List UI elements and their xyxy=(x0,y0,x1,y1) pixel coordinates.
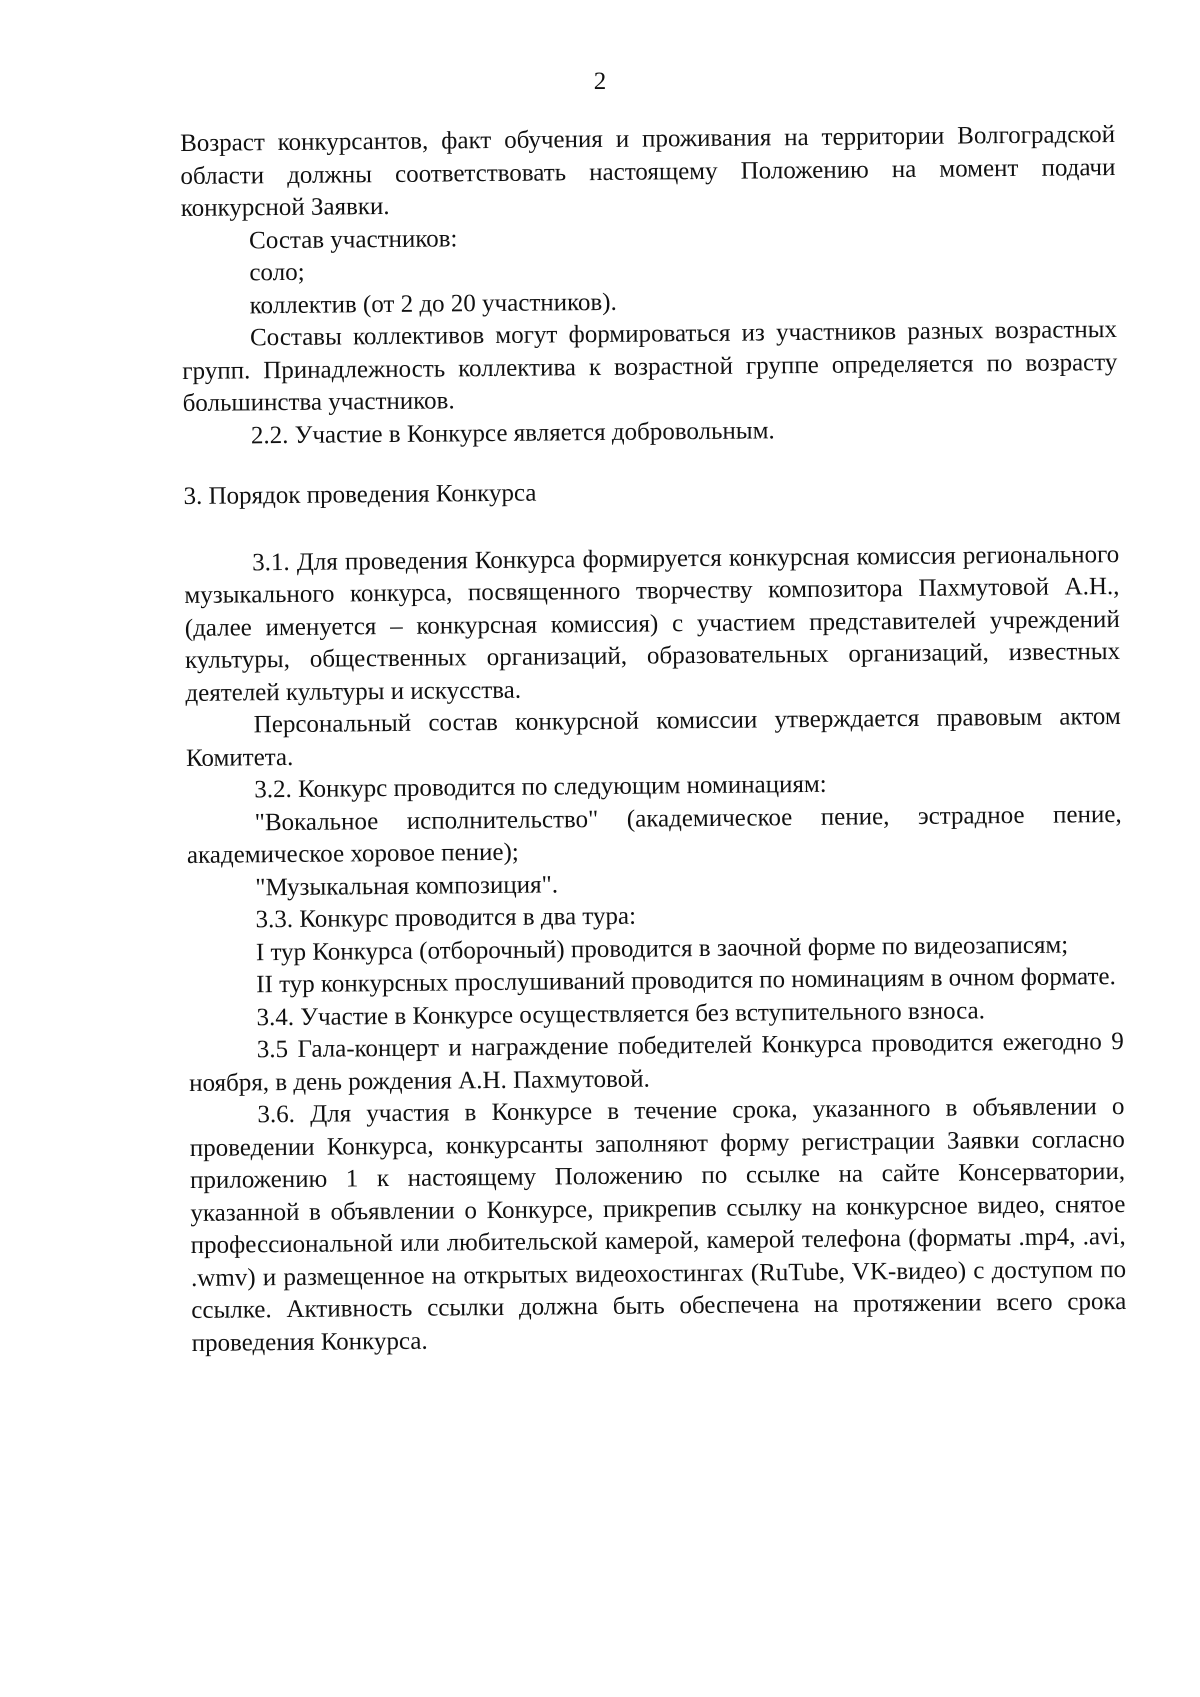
paragraph-collective-groups: Составы коллективов могут формироваться из участников разных возрастных групп. Принадлежность коллектива к возрастной группе определяется по возрасту большинства участников. xyxy=(182,316,1118,417)
paragraph-3-5: 3.5 Гала-концерт и награждение победителей Конкурса проводится ежегодно 9 ноября, в день рождения А.Н. Пахмутовой. xyxy=(189,1027,1124,1097)
paragraph-3-4: 3.4. Участие в Конкурсе осуществляется без вступительного взноса. xyxy=(256,996,986,1031)
document-body xyxy=(180,119,1127,1360)
paragraph-tour-2: II тур конкурсных прослушиваний проводится по номинациям в очном формате. xyxy=(256,963,1116,999)
paragraph-age-requirements: Возраст конкурсантов, факт обучения и проживания на территории Волгоградской области должны соответствовать настоящему Положению на момент подачи конкурсной Заявки. xyxy=(180,121,1116,222)
paragraph-2-2: 2.2. Участие в Конкурсе является добровольным. xyxy=(250,416,775,449)
paragraph-solo: соло; xyxy=(249,258,305,287)
paragraph-3-6: 3.6. Для участия в Конкурсе в течение срока, указанного в объявлении о проведении Конкурса, конкурсанты заполняют форму регистрации Заявки согласно приложению 1 к настоящему Положению по ссылке на сайте Консерватории, указанной в объявлении о Конкурсе, прикрепив ссылку на конкурсное видео, снятое профессиональной или любительской камерой, камерой телефона (форматы .mp4, .avi, .wmv) и размещенное на открытых видеохостингах (RuTube, VK-видео) с доступом по ссылке. Активность ссылки должна быть обеспечена на протяжении всего срока проведения Конкурса. xyxy=(189,1092,1127,1357)
paragraph-nomination-composition: "Музыкальная композиция". xyxy=(255,870,559,901)
section-title: 3. Порядок проведения Конкурса xyxy=(183,479,537,510)
paragraph-3-1: 3.1. Для проведения Конкурса формируется конкурсная комиссия регионального музыкального конкурса, посвященного творчеству композитора Пахмутовой А.Н., (далее именуется – конкурсная комиссия) с участием представителей учреждений культуры, общественных организаций, образовательных организаций, известных деятелей культуры и искусства. xyxy=(184,540,1121,707)
paragraph-participants-heading: Состав участников: xyxy=(248,224,458,254)
page-number: 2 xyxy=(593,68,607,95)
paragraph-collective: коллектив (от 2 до 20 участников). xyxy=(249,288,617,319)
paragraph-nomination-vocal: "Вокальное исполнительство" (академическое пение, эстрадное пение, академическое хоровое пение); xyxy=(186,800,1122,869)
paragraph-tour-1: I тур Конкурса (отборочный) проводится в заочной форме по видеозаписям; xyxy=(255,931,1069,966)
paragraph-3-3: 3.3. Конкурс проводится в два тура: xyxy=(255,902,637,934)
paragraph-3-2: 3.2. Конкурс проводится по следующим номинациям: xyxy=(254,770,827,804)
paragraph-commission-composition: Персональный состав конкурсной комиссии утверждается правовым актом Комитета. xyxy=(185,702,1121,772)
